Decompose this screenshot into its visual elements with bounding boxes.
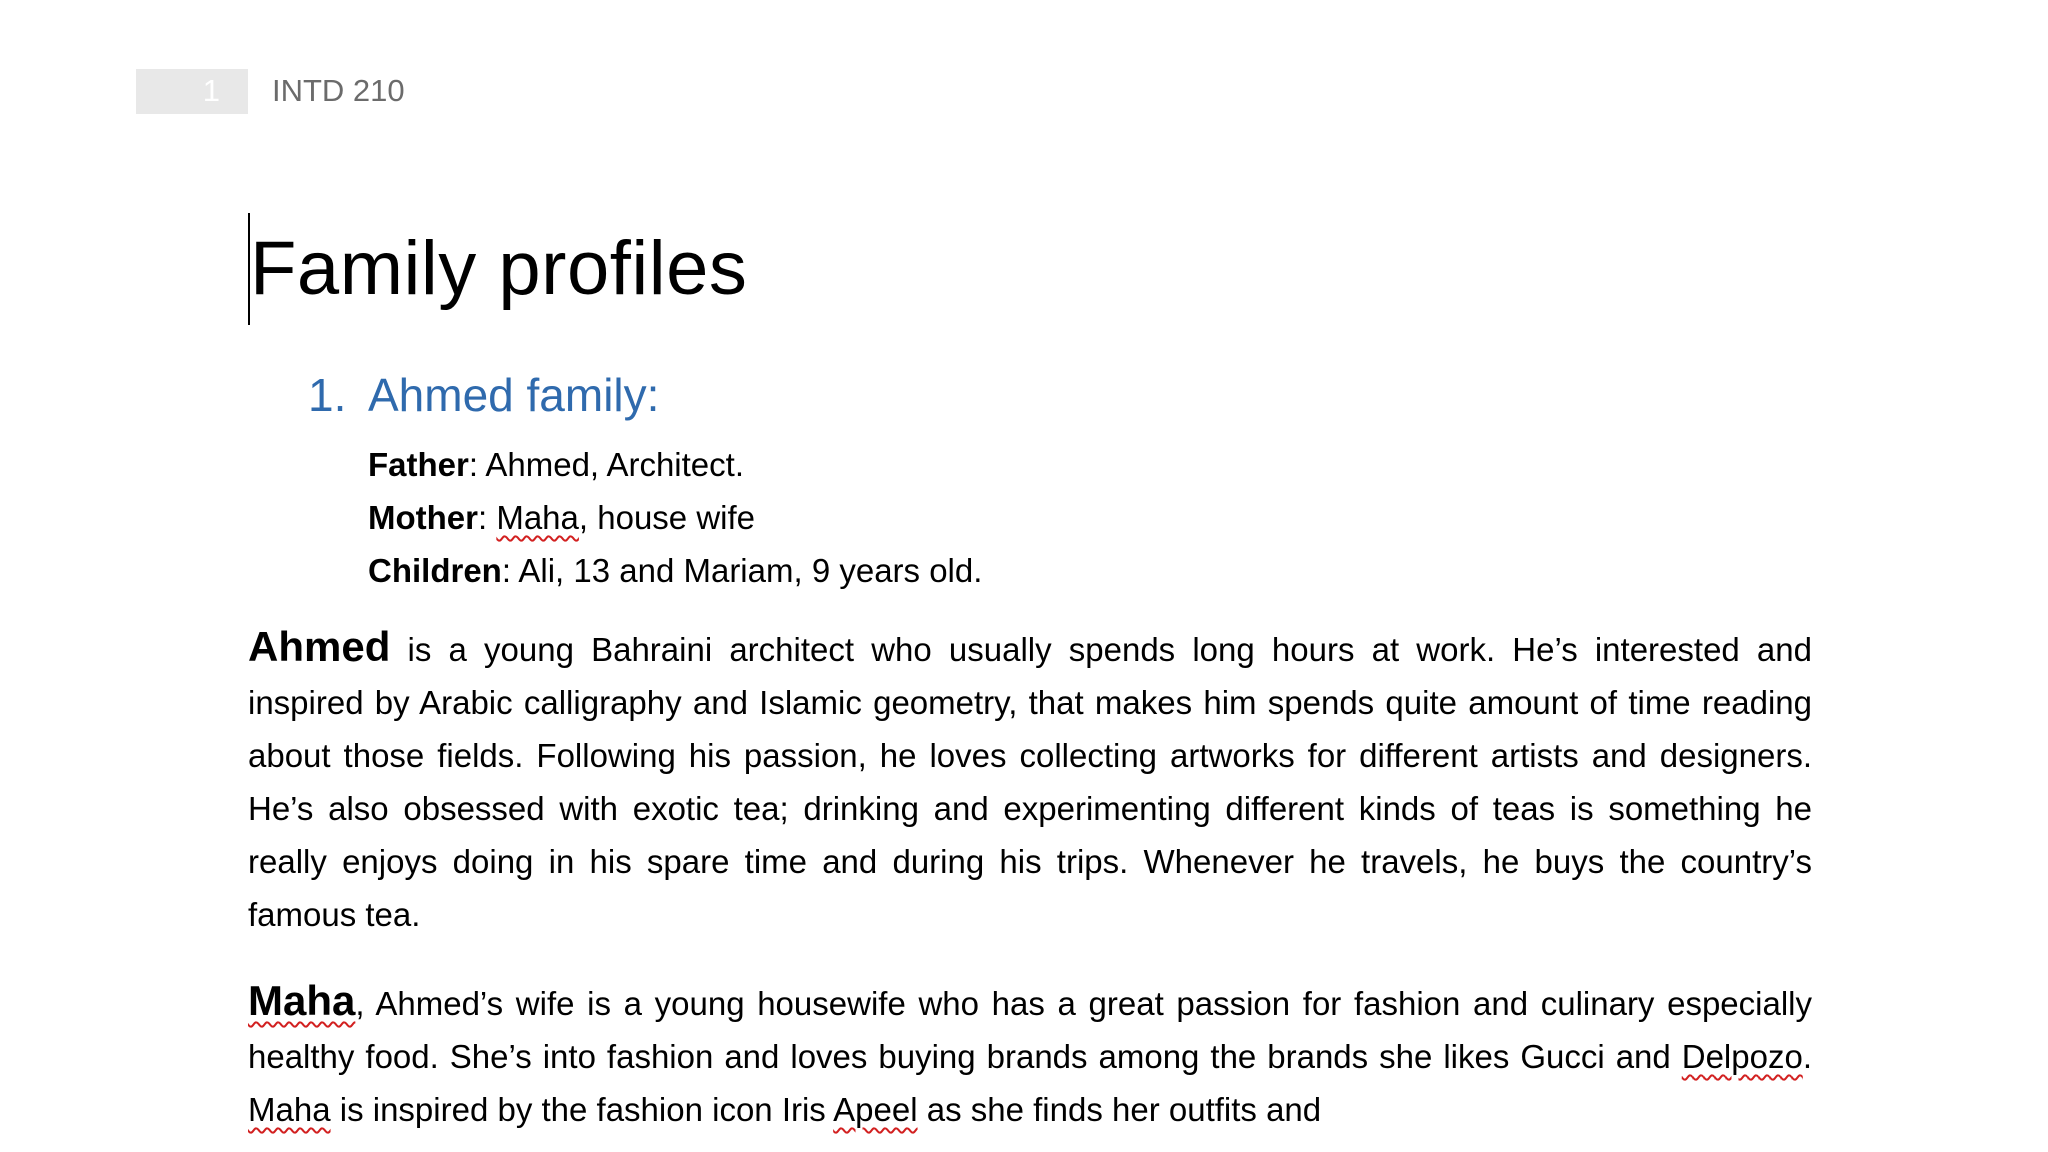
misspelled-word[interactable]: Delpozo xyxy=(1681,1038,1803,1075)
member-label: Mother xyxy=(368,499,478,536)
member-value: : Ali, 13 and Mariam, 9 years old. xyxy=(501,552,983,589)
member-mother[interactable] xyxy=(368,491,982,544)
paragraph-text: . xyxy=(1802,1038,1812,1075)
member-value: : Ahmed, Architect. xyxy=(468,446,744,483)
member-children[interactable] xyxy=(368,544,982,597)
family-members-list xyxy=(368,438,982,597)
paragraph-lead-name[interactable]: Maha xyxy=(248,977,356,1024)
misspelled-word[interactable]: Maha xyxy=(496,499,579,536)
paragraph-text: is a young Bahraini architect who usually spends long hours at work. He’s interested and inspired by Arabic calligraphy and Islamic geometry, that makes him spends quite amount of time reading about those fields. Following his passion, he loves collecting artworks for different artists and designers. He’s also obsessed with exotic tea; drinking and experimenting different kinds of teas is something he really enjoys doing in his spare time and during his trips. Whenever he travels, he buys the country’s famous tea. xyxy=(248,631,1812,933)
paragraph-lead-name: Ahmed xyxy=(248,623,391,670)
paragraph-maha[interactable] xyxy=(248,974,1812,1136)
member-father[interactable] xyxy=(368,438,982,491)
paragraph-ahmed[interactable] xyxy=(248,620,1812,941)
paragraph-text: , Ahmed’s wife is a young housewife who has a great passion for fashion and culinary especially healthy food. She’s into fashion and loves buying brands among the brands she likes Gucci and xyxy=(248,985,1812,1075)
member-label: Children xyxy=(368,552,502,589)
header-course-code[interactable]: INTD 210 xyxy=(272,73,405,108)
document-title[interactable]: Family profiles xyxy=(250,226,748,311)
page-number: 1 xyxy=(202,73,220,108)
page-number-box xyxy=(136,69,248,114)
member-label: Father xyxy=(368,446,469,483)
member-separator: : xyxy=(478,499,497,536)
misspelled-word[interactable]: Apeel xyxy=(833,1091,918,1128)
member-value: , house wife xyxy=(578,499,756,536)
paragraph-text: as she finds her outfits and xyxy=(917,1091,1322,1128)
misspelled-word[interactable]: Maha xyxy=(248,1091,331,1128)
paragraph-text: is inspired by the fashion icon Iris xyxy=(330,1091,834,1128)
section-heading-text: Ahmed family: xyxy=(368,369,660,421)
section-heading[interactable] xyxy=(308,366,659,424)
section-number: 1. xyxy=(308,369,347,421)
